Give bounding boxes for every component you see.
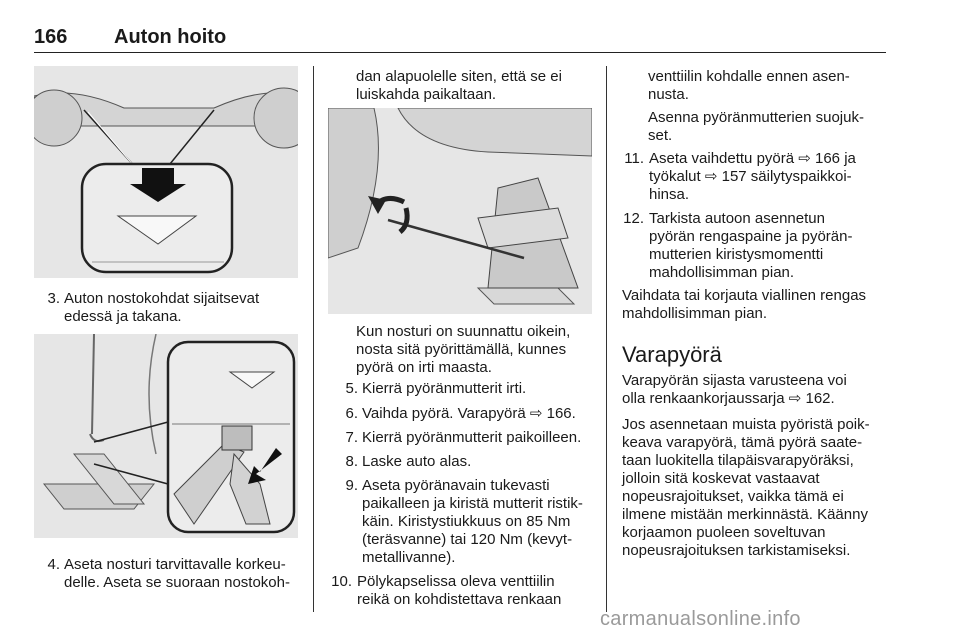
step-number: 10. [331, 573, 352, 590]
step-4-continued: dan alapuolelle siten, että se ei luiskahda paikaltaan. [356, 68, 562, 103]
step-text: Vaihda pyörä. Varapyörä ⇨ 166. [362, 405, 576, 422]
step-text: Aseta nosturi tarvittavalle korkeu- delle. Aseta se suoraan nostokoh- [64, 556, 290, 591]
step-text: Aseta pyöränavain tukevasti paikalleen ja kiristä mutterit ristik- käin. Kiristystiukkuus on 85 Nm (teräsvanne) tai 120 Nm (kevyt- metallivanne). [362, 477, 583, 566]
jack-crank-figure [328, 108, 592, 314]
step-10-continued: venttiilin kohdalle ennen asen- nusta. [648, 68, 850, 103]
column-divider-2 [606, 66, 607, 612]
step-number: 4. [47, 556, 60, 573]
step-number: 6. [345, 405, 358, 422]
step-text: Kierrä pyöränmutterit paikoilleen. [362, 429, 582, 446]
step-number: 12. [623, 210, 644, 227]
step-text: Kierrä pyöränmutterit irti. [362, 380, 527, 397]
step-text: Aseta vaihdettu pyörä ⇨ 166 ja työkalut ⇨ 157 säilytyspaikkoi- hinsa. [649, 150, 856, 203]
step-number: 11. [624, 150, 644, 167]
spare-wheel-paragraph-1: Varapyörän sijasta varusteena voi olla renkaankorjaussarja ⇨ 162. [622, 372, 847, 407]
step-number: 8. [345, 453, 358, 470]
jack-note: Kun nosturi on suunnattu oikein, nosta sitä pyörittämällä, kunnes pyörä on irti maasta. [356, 323, 571, 376]
spare-wheel-paragraph-2: Jos asennetaan muista pyöristä poik- keava varapyörä, tämä pyörä saate- taan luokitella tilapäisvarapyöräksi, jolloin sitä koskevat vastaavat nopeusrajoitukset, vaikka tämä ei ilmene mistään merkinnästä. Käänny korjaamon puoleen soveltuvan nopeusrajoituksen tarkistamiseksi. [622, 416, 870, 559]
nut-cover-note: Asenna pyöränmutterien suojuk- set. [648, 109, 864, 144]
column-divider-1 [313, 66, 314, 612]
step-number: 7. [345, 429, 358, 446]
jack-position-illustration [34, 334, 298, 538]
watermark: carmanualsonline.info [600, 608, 801, 630]
section-heading: Varapyörä [622, 342, 722, 367]
lifting-points-illustration [34, 66, 298, 278]
step-text: Pölykapselissa oleva venttiilin reikä on kohdistettava renkaan [357, 573, 562, 608]
page-title: Auton hoito [114, 26, 227, 48]
step-number: 9. [345, 477, 358, 494]
page-number: 166 [34, 26, 68, 48]
step-number: 5. [345, 380, 358, 397]
tyre-repair-note: Vaihdata tai korjauta viallinen rengas mahdollisimman pian. [622, 287, 867, 322]
page-header [34, 26, 886, 53]
jack-position-figure [34, 334, 298, 538]
step-text: Auton nostokohdat sijaitsevat edessä ja takana. [64, 290, 260, 325]
step-text: Laske auto alas. [362, 453, 472, 470]
jack-crank-illustration [328, 108, 592, 314]
step-number: 3. [47, 290, 60, 307]
lifting-points-figure [34, 66, 298, 278]
step-text: Tarkista autoon asennetun pyörän rengaspaine ja pyörän- mutterien kiristysmomentti mahdollisimman pian. [649, 210, 853, 281]
